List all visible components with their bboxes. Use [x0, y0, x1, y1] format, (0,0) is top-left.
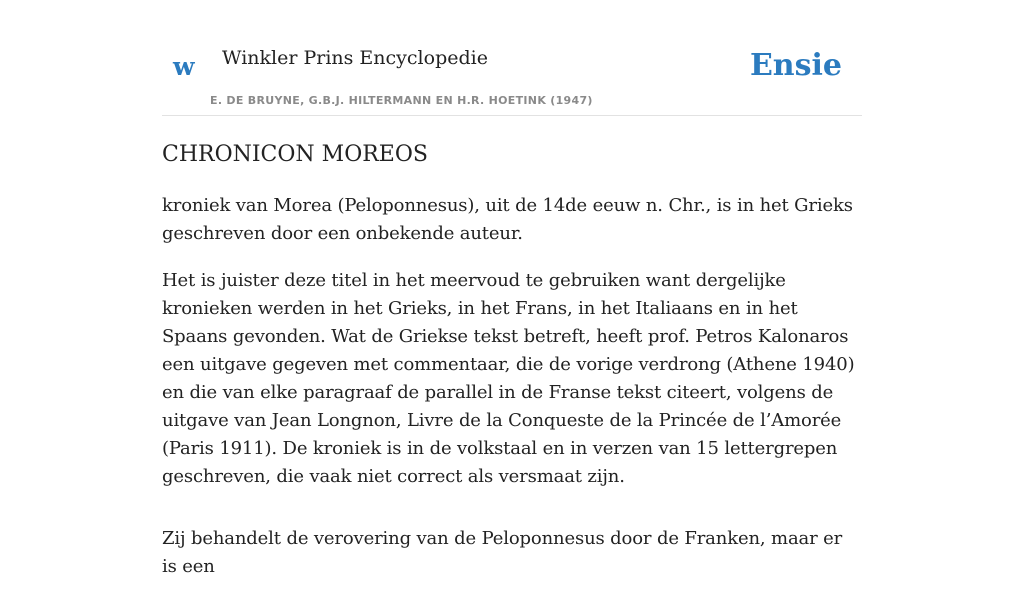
article: [162, 140, 862, 600]
article-paragraph: Zij behandelt de verovering van de Peloponnesus door de Franken, maar er is een: [162, 528, 843, 577]
winkler-prins-logo[interactable]: w: [173, 52, 195, 81]
edition-credits: E. DE BRUYNE, G.B.J. HILTERMANN EN H.R. HOETINK (1947): [210, 94, 593, 107]
article-title: CHRONICON MOREOS: [162, 142, 428, 167]
article-paragraph: Het is juister deze titel in het meervoud te gebruiken want dergelijke kronieken werden in het Grieks, in het Frans, in het Italiaans en in het Spaans gevonden. Wat de Griekse tekst betreft, heeft prof. Petros Kalonaros een uitgave gegeven met commentaar, die de vorige verdrong (Athene 1940) en die van elke paragraaf de parallel in de Franse tekst citeert, volgens de uitgave van Jean Longnon, Livre de la Conqueste de la Princée de l’Amorée (Paris 1911). De kroniek is in de volkstaal en in verzen van 15 lettergrepen geschreven, die vaak niet correct als versmaat zijn.: [162, 270, 855, 487]
article-paragraph: kroniek van Morea (Peloponnesus), uit de 14de eeuw n. Chr., is in het Grieks geschreven door een onbekende auteur.: [162, 195, 853, 244]
ensie-logo[interactable]: Ensie: [749, 48, 842, 83]
encyclopedia-title[interactable]: Winkler Prins Encyclopedie: [222, 47, 488, 69]
encyclopedia-header: [162, 36, 862, 116]
